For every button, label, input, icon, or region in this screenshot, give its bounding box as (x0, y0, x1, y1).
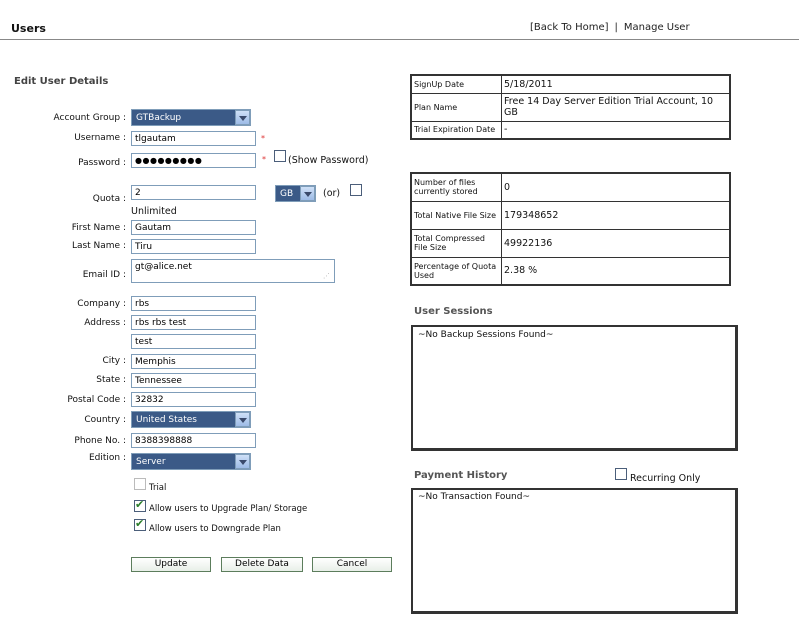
delete-data-button[interactable]: Delete Data (221, 557, 303, 572)
username-input[interactable]: tlgautam (131, 131, 256, 146)
allow-upgrade-checkbox[interactable] (134, 500, 146, 512)
postal-code-input[interactable]: 32832 (131, 392, 256, 407)
compressed-size-value: 49922136 (502, 229, 731, 257)
files-stored-label: Number of files currently stored (411, 173, 502, 201)
quota-input[interactable]: 2 (131, 185, 256, 200)
city-input[interactable]: Memphis (131, 354, 256, 369)
account-info-table (410, 74, 731, 140)
nav-separator: | (614, 22, 618, 33)
resize-grip-icon: ⋰ (323, 272, 330, 280)
required-mark: * (262, 155, 266, 164)
quota-used-label: Percentage of Quota Used (411, 257, 502, 285)
storage-info-table (410, 172, 731, 286)
unlimited-label: Unlimited (131, 206, 177, 217)
allow-downgrade-label: Allow users to Downgrade Plan (149, 524, 281, 534)
address-label: Address : (84, 318, 126, 328)
or-label: (or) (323, 188, 341, 199)
phone-label: Phone No. : (74, 436, 126, 446)
first-name-input[interactable]: Gautam (131, 220, 256, 235)
native-size-value: 179348652 (502, 201, 731, 229)
first-name-label: First Name : (71, 223, 126, 233)
quota-unit-select[interactable] (275, 185, 316, 202)
address-line2-input[interactable]: test (131, 334, 256, 349)
account-group-value: GTBackup (136, 113, 182, 123)
table-row (411, 229, 730, 257)
allow-upgrade-label: Allow users to Upgrade Plan/ Storage (149, 504, 308, 514)
last-name-input[interactable]: Tiru (131, 239, 256, 254)
address-line1-input[interactable]: rbs rbs test (131, 315, 256, 330)
header-divider (0, 39, 799, 40)
phone-input[interactable]: 8388398888 (131, 433, 256, 448)
quota-unit-value: GB (280, 189, 294, 199)
native-size-label: Total Native File Size (411, 201, 502, 229)
trial-label: Trial (149, 483, 167, 493)
state-input[interactable]: Tennessee (131, 373, 256, 388)
country-select[interactable] (131, 411, 251, 428)
no-sessions-text: ~No Backup Sessions Found~ (418, 330, 554, 340)
recurring-only-checkbox[interactable] (615, 468, 627, 480)
password-input[interactable]: ●●●●●●●●● (131, 153, 256, 168)
quota-label: Quota : (92, 194, 126, 204)
username-label: Username : (74, 133, 126, 143)
chevron-down-icon (300, 186, 315, 201)
update-button[interactable]: Update (131, 557, 211, 572)
company-label: Company : (77, 299, 126, 309)
edition-value: Server (136, 457, 166, 467)
unlimited-checkbox[interactable] (350, 184, 362, 196)
show-password-checkbox[interactable] (274, 150, 286, 162)
account-group-label: Account Group : (53, 113, 126, 123)
show-password-label: (Show Password) (288, 155, 369, 166)
email-label: Email ID : (82, 270, 126, 280)
required-mark: * (261, 134, 265, 143)
top-nav (530, 22, 690, 33)
table-row (411, 93, 730, 121)
edition-select[interactable] (131, 453, 251, 470)
company-input[interactable]: rbs (131, 296, 256, 311)
country-label: Country : (84, 415, 126, 425)
manage-user-link[interactable]: Manage User (623, 22, 690, 33)
trial-expiration-value: - (502, 121, 731, 139)
user-sessions-panel (411, 325, 738, 451)
allow-downgrade-checkbox[interactable] (134, 519, 146, 531)
table-row (411, 121, 730, 139)
email-textarea[interactable]: gt@alice.net (131, 259, 335, 283)
city-label: City : (102, 356, 126, 366)
signup-date-value: 5/18/2011 (502, 75, 731, 93)
password-label: Password : (78, 158, 126, 168)
table-row (411, 75, 730, 93)
recurring-only-label: Recurring Only (630, 473, 701, 484)
country-value: United States (136, 415, 197, 425)
table-row (411, 257, 730, 285)
quota-used-value: 2.38 % (502, 257, 731, 285)
section-title: Edit User Details (14, 76, 109, 87)
plan-name-value: Free 14 Day Server Edition Trial Account, 10 GB (502, 93, 731, 121)
state-label: State : (96, 375, 126, 385)
table-row (411, 173, 730, 201)
payment-history-title: Payment History (414, 470, 508, 481)
plan-name-label: Plan Name (411, 93, 502, 121)
last-name-label: Last Name : (71, 241, 126, 251)
files-stored-value: 0 (502, 173, 731, 201)
edition-label: Edition : (88, 453, 126, 463)
signup-date-label: SignUp Date (411, 75, 502, 93)
payment-history-panel (411, 488, 738, 614)
cancel-button[interactable]: Cancel (312, 557, 392, 572)
postal-code-label: Postal Code : (67, 395, 126, 405)
page-title: Users (11, 22, 46, 35)
account-group-select[interactable] (131, 109, 251, 126)
no-transactions-text: ~No Transaction Found~ (418, 492, 531, 502)
back-to-home-link[interactable]: [Back To Home] (530, 22, 609, 33)
trial-expiration-label: Trial Expiration Date (411, 121, 502, 139)
chevron-down-icon (235, 454, 250, 469)
trial-checkbox[interactable] (134, 478, 146, 490)
chevron-down-icon (235, 412, 250, 427)
table-row (411, 201, 730, 229)
compressed-size-label: Total Compressed File Size (411, 229, 502, 257)
chevron-down-icon (235, 110, 250, 125)
user-sessions-title: User Sessions (414, 306, 493, 317)
